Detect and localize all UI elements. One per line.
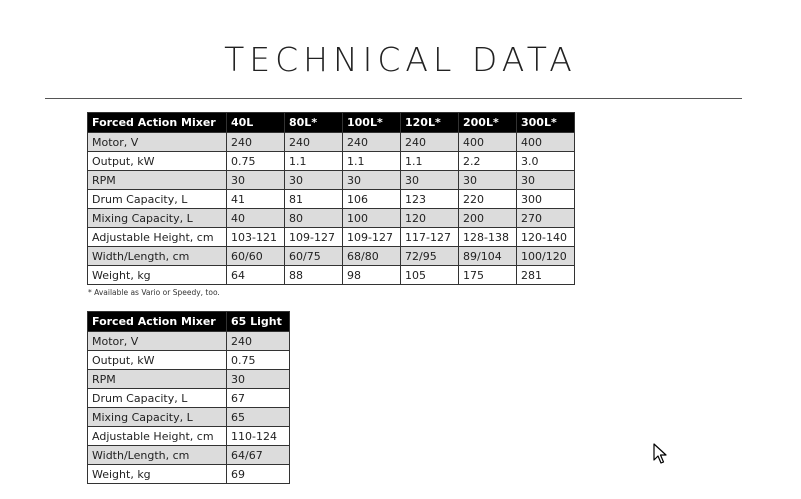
table-row [88,190,575,209]
header-cell: 120L* [401,113,459,133]
table-row [88,152,575,171]
footnote: * Available as Vario or Speedy, too. [88,288,220,297]
table-cell: 64 [227,266,285,285]
table-row [88,332,290,351]
row-label: Mixing Capacity, L [88,408,227,427]
table-cell: 60/60 [227,247,285,266]
table-cell: 0.75 [227,351,290,370]
table-cell: 220 [459,190,517,209]
table-cell: 109-127 [285,228,343,247]
row-label: Output, kW [88,351,227,370]
table-cell: 98 [343,266,401,285]
table-cell: 60/75 [285,247,343,266]
table-row [88,209,575,228]
row-label: Weight, kg [88,266,227,285]
table-row [88,247,575,266]
table-cell: 281 [517,266,575,285]
spec-table-main [87,112,575,285]
table-cell: 120-140 [517,228,575,247]
table-cell: 100/120 [517,247,575,266]
table-cell: 1.1 [343,152,401,171]
table-cell: 0.75 [227,152,285,171]
header-cell: 65 Light [227,312,290,332]
table-cell: 3.0 [517,152,575,171]
row-label: Weight, kg [88,465,227,484]
spec-table-light [87,311,290,484]
table-cell: 64/67 [227,446,290,465]
page-title: TECHNICAL DATA [224,40,577,79]
header-cell: 300L* [517,113,575,133]
table-row [88,370,290,389]
row-label: Motor, V [88,332,227,351]
table-cell: 72/95 [401,247,459,266]
table-cell: 41 [227,190,285,209]
table-cell: 89/104 [459,247,517,266]
row-label: RPM [88,370,227,389]
table-cell: 240 [227,332,290,351]
table-row [88,228,575,247]
header-cell: 100L* [343,113,401,133]
table-row [88,389,290,408]
table-row [88,408,290,427]
title-divider [45,98,742,99]
table-cell: 81 [285,190,343,209]
row-label: Drum Capacity, L [88,389,227,408]
header-cell: 200L* [459,113,517,133]
table-cell: 65 [227,408,290,427]
table-cell: 240 [227,133,285,152]
table-cell: 30 [227,171,285,190]
table-cell: 109-127 [343,228,401,247]
table-cell: 30 [343,171,401,190]
table-cell: 240 [343,133,401,152]
table-cell: 105 [401,266,459,285]
header-cell: Forced Action Mixer [88,312,227,332]
table-row [88,266,575,285]
row-label: Width/Length, cm [88,446,227,465]
table-cell: 120 [401,209,459,228]
table-cell: 30 [285,171,343,190]
table-cell: 69 [227,465,290,484]
table-header-row [88,113,575,133]
table-cell: 67 [227,389,290,408]
table-row [88,465,290,484]
table-cell: 240 [401,133,459,152]
table-cell: 68/80 [343,247,401,266]
table-cell: 175 [459,266,517,285]
table-row [88,446,290,465]
table-cell: 1.1 [285,152,343,171]
table-cell: 30 [459,171,517,190]
table-cell: 123 [401,190,459,209]
row-label: Mixing Capacity, L [88,209,227,228]
table-cell: 30 [517,171,575,190]
row-label: Output, kW [88,152,227,171]
header-cell: 80L* [285,113,343,133]
table-cell: 270 [517,209,575,228]
row-label: Drum Capacity, L [88,190,227,209]
table-row [88,427,290,446]
table-cell: 103-121 [227,228,285,247]
table-cell: 106 [343,190,401,209]
header-cell: 40L [227,113,285,133]
table-cell: 110-124 [227,427,290,446]
table-cell: 117-127 [401,228,459,247]
row-label: Width/Length, cm [88,247,227,266]
table-cell: 88 [285,266,343,285]
table-cell: 240 [285,133,343,152]
table-cell: 128-138 [459,228,517,247]
table-cell: 80 [285,209,343,228]
table-row [88,133,575,152]
table-cell: 30 [401,171,459,190]
table-row [88,171,575,190]
row-label: Adjustable Height, cm [88,427,227,446]
row-label: Motor, V [88,133,227,152]
table-cell: 200 [459,209,517,228]
table-cell: 1.1 [401,152,459,171]
table-row [88,351,290,370]
table-header-row [88,312,290,332]
row-label: RPM [88,171,227,190]
mouse-cursor-icon [653,443,667,465]
table-cell: 400 [459,133,517,152]
table-cell: 300 [517,190,575,209]
table-cell: 30 [227,370,290,389]
table-cell: 40 [227,209,285,228]
header-cell: Forced Action Mixer [88,113,227,133]
table-cell: 100 [343,209,401,228]
row-label: Adjustable Height, cm [88,228,227,247]
table-cell: 400 [517,133,575,152]
table-cell: 2.2 [459,152,517,171]
